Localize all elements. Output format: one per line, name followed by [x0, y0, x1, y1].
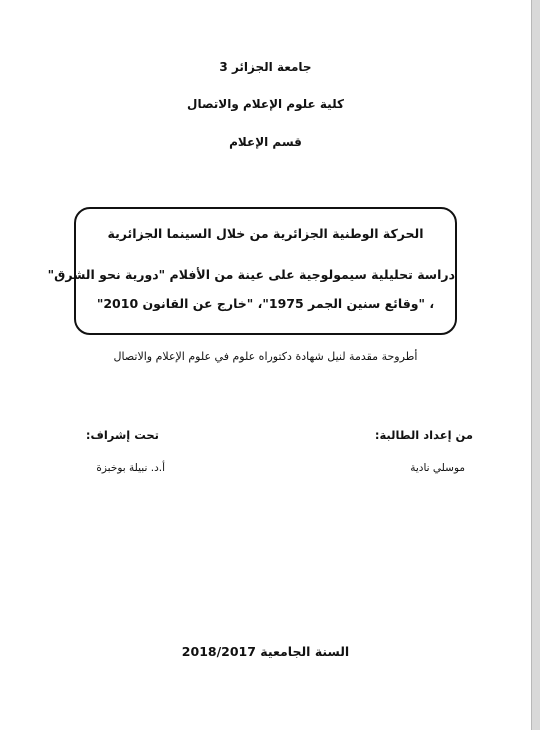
- student-name: موسلي نادية: [410, 462, 465, 474]
- university-name: جامعة الجزائر 3: [219, 60, 312, 74]
- academic-year: السنة الجامعية 2018/2017: [181, 644, 350, 659]
- department-name: قسم الإعلام: [229, 135, 302, 149]
- thesis-purpose: أطروحة مقدمة لنيل شهادة دكتوراه علوم في علوم الإعلام والاتصال: [113, 350, 418, 363]
- supervisor-label: تحت إشراف:: [85, 428, 159, 442]
- thesis-subtitle-line-1: دراسة تحليلية سيمولوجية على عينة من الأفلام "دورية نحو الشرق": [47, 267, 455, 282]
- faculty-name: كلية علوم الإعلام والاتصال: [187, 97, 344, 111]
- student-label: من إعداد الطالبة:: [374, 428, 473, 442]
- title-box: [47, 207, 457, 335]
- viewer-background: [532, 0, 540, 730]
- supervisor-name: أ.د. نبيلة بوخبزة: [96, 462, 165, 474]
- thesis-subtitle-line-2: ، "وقائع سنين الجمر 1975"، "خارج عن القانون 2010": [96, 296, 435, 311]
- thesis-title: الحركة الوطنية الجزائرية من خلال السينما الجزائرية: [107, 226, 424, 241]
